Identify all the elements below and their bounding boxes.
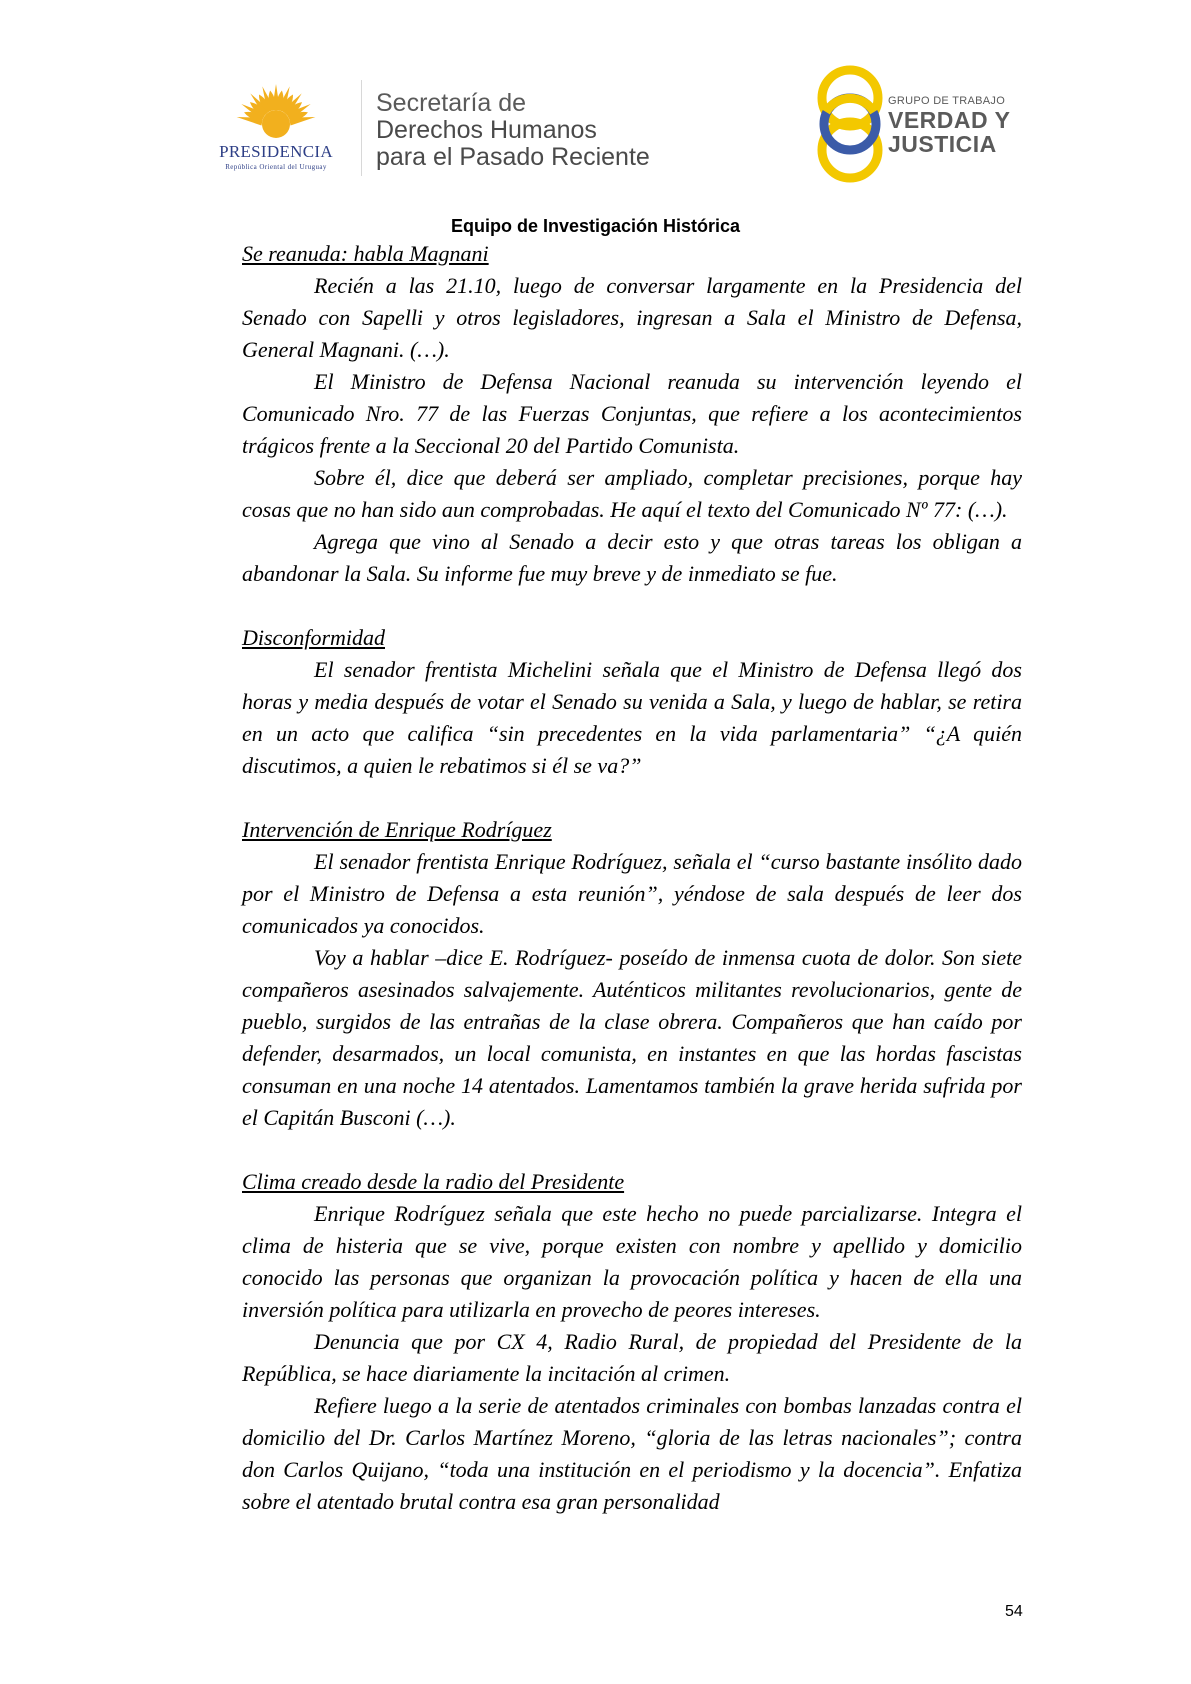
section-heading: Clima creado desde la radio del Presidente [242,1169,625,1194]
paragraph: El senador frentista Michelini señala que el Ministro de Defensa llegó dos horas y media después de votar el Senado su venida a Sala, y luego de hablar, se retira en un acto que califica “sin precedentes en la vida parlamentaria” “¿A quién discutimos, a quien le rebatimos si él se va?” [242,657,1022,778]
grupo-line2: VERDAD Y [888,107,1011,133]
secretaria-wordmark [376,90,650,171]
grupo-line1: GRUPO DE TRABAJO [888,95,1006,107]
section-heading: Se reanuda: habla Magnani [242,241,489,266]
spacer [242,590,1022,622]
paragraph: Voy a hablar –dice E. Rodríguez- poseído de inmensa cuota de dolor. Son siete compañeros asesinados salvajemente. Auténticos militantes revolucionarios, gente de pueblo, surgidos de las entrañas de la clase obrera. Compañeros que han caído por defender, desarmados, un local comunista, en instantes en que las hordas fascistas consuman en una noche 14 atentados. Lamentamos también la grave herida sufrida por el Capitán Busconi (…). [242,945,1022,1130]
header-divider [361,80,362,176]
paragraph: Sobre él, dice que deberá ser ampliado, completar precisiones, porque hay cosas que no han sido aun comprobadas. He aquí el texto del Comunicado Nº 77: (…). [242,465,1022,522]
team-title: Equipo de Investigación Histórica [450,216,741,236]
paragraph: Denuncia que por CX 4, Radio Rural, de propiedad del Presidente de la República, se hace diariamente la incitación al crimen. [242,1329,1022,1386]
paragraph: Recién a las 21.10, luego de conversar largamente en la Presidencia del Senado con Sapelli y otros legisladores, ingresan a Sala el Ministro de Defensa, General Magnani. (…). [242,273,1022,362]
presidencia-title: PRESIDENCIA [219,142,333,161]
page-header [0,0,1191,215]
document-body [242,238,1022,1518]
secretaria-line1: Secretaría de [376,89,527,117]
secretaria-line2: Derechos Humanos [376,116,597,144]
spacer [242,1134,1022,1166]
presidencia-wordmark [200,143,352,173]
section-heading: Intervención de Enrique Rodríguez [242,817,552,842]
paragraph: Agrega que vino al Senado a decir esto y que otras tareas los obligan a abandonar la Sala. Su informe fue muy breve y de inmediato se fue. [242,529,1022,586]
presidencia-subtitle: República Oriental del Uruguay [225,163,327,171]
grupo-trabajo-wordmark [888,95,1010,156]
paragraph: Enrique Rodríguez señala que este hecho no puede parcializarse. Integra el clima de histeria que se vive, porque existen con nombre y apellido y domicilio conocido las personas que organizan la provocación política y hacen de ella una inversión política para utilizarla en provecho de peores intereses. [242,1201,1022,1322]
spacer [242,782,1022,814]
paragraph: Refiere luego a la serie de atentados criminales con bombas lanzadas contra el domicilio del Dr. Carlos Martínez Moreno, “gloria de las letras nacionales”; contra don Carlos Quijano, “toda una institución en el periodismo y la docencia”. Enfatiza sobre el atentado brutal contra esa gran personalidad [242,1393,1022,1514]
page-number: 54 [1005,1603,1023,1620]
paragraph: El Ministro de Defensa Nacional reanuda su intervención leyendo el Comunicado Nro. 77 de las Fuerzas Conjuntas, que refiere a los acontecimientos trágicos frente a la Seccional 20 del Partido Comunista. [242,369,1022,458]
section-heading: Disconformidad [242,625,385,650]
paragraph: El senador frentista Enrique Rodríguez, señala el “curso bastante insólito dado por el Ministro de Defensa a esta reunión”, yéndose de sala después de leer dos comunicados ya conocidos. [242,849,1022,938]
secretaria-line3: para el Pasado Reciente [376,143,650,171]
grupo-line3: JUSTICIA [888,131,997,157]
